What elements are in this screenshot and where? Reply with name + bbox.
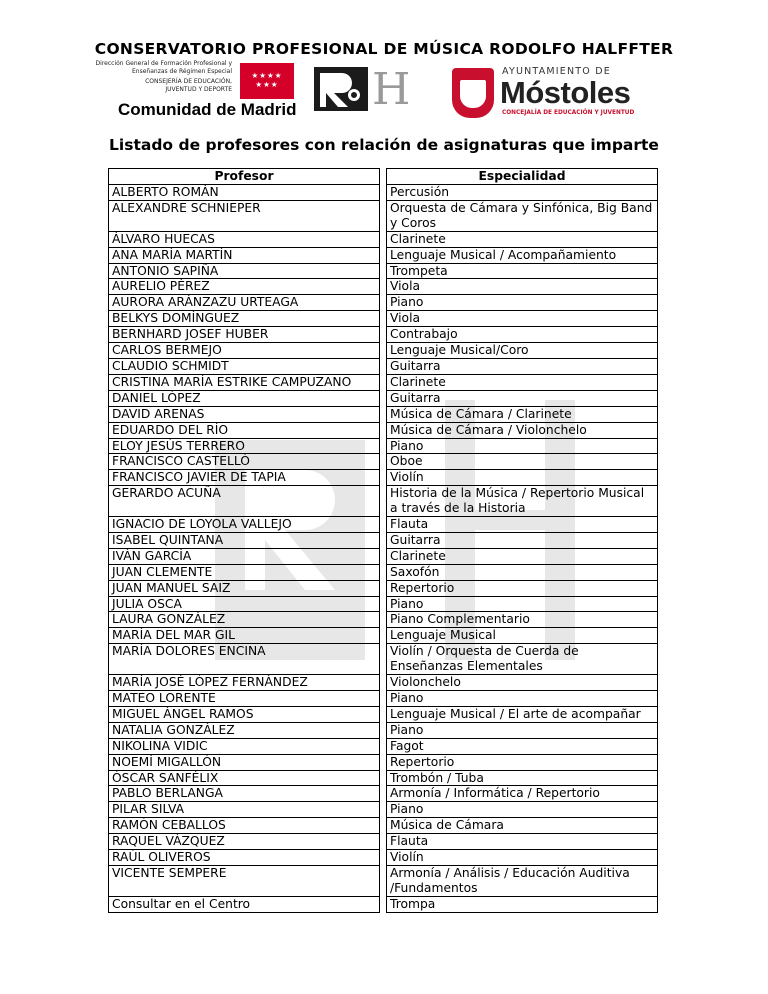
cell-profesor: MARÍA JOSÉ LÓPEZ FERNÁNDEZ <box>109 675 380 691</box>
cell-profesor: JULIA OSCA <box>109 596 380 612</box>
cell-profesor: NOEMÍ MIGALLÓN <box>109 754 380 770</box>
cell-profesor: JUAN CLEMENTE <box>109 564 380 580</box>
table-row <box>109 738 658 754</box>
cell-especialidad: Orquesta de Cámara y Sinfónica, Big Band y Coros <box>387 200 658 231</box>
cell-especialidad: Lenguaje Musical / El arte de acompañar <box>387 706 658 722</box>
logo-name: Comunidad de Madrid <box>118 100 297 119</box>
cell-profesor: ANA MARÍA MARTÍN <box>109 247 380 263</box>
cell-profesor: ALBERTO ROMÁN <box>109 185 380 201</box>
cell-especialidad: Violín / Orquesta de Cuerda de Enseñanzas Elementales <box>387 644 658 675</box>
table-row <box>109 390 658 406</box>
cell-especialidad: Historia de la Música / Repertorio Musical a través de la Historia <box>387 486 658 517</box>
cell-especialidad: Violín <box>387 470 658 486</box>
cell-especialidad: Saxofón <box>387 564 658 580</box>
cell-especialidad: Percusión <box>387 185 658 201</box>
cell-especialidad: Piano <box>387 295 658 311</box>
cell-especialidad: Piano Complementario <box>387 612 658 628</box>
table-row <box>109 580 658 596</box>
cell-profesor: MATEO LORENTE <box>109 691 380 707</box>
cell-especialidad: Música de Cámara <box>387 818 658 834</box>
cell-profesor: ANTONIO SAPIÑA <box>109 263 380 279</box>
table-row <box>109 596 658 612</box>
cell-profesor: BELKYS DOMÍNGUEZ <box>109 311 380 327</box>
table-row <box>109 896 658 912</box>
table-row <box>109 517 658 533</box>
cell-especialidad: Lenguaje Musical/Coro <box>387 343 658 359</box>
cell-especialidad: Viola <box>387 311 658 327</box>
cell-especialidad: Contrabajo <box>387 327 658 343</box>
column-header-profesor: Profesor <box>109 169 380 185</box>
cell-profesor: MIGUEL ÁNGEL RAMOS <box>109 706 380 722</box>
cell-especialidad: Trompeta <box>387 263 658 279</box>
table-row <box>109 834 658 850</box>
mostoles-logo <box>452 66 662 122</box>
rh-conservatory-logo <box>314 64 434 115</box>
cell-profesor: FRANCISCO CASTELLÓ <box>109 454 380 470</box>
cell-profesor: JUAN MANUEL SAIZ <box>109 580 380 596</box>
table-row <box>109 231 658 247</box>
cell-profesor: EDUARDO DEL RÍO <box>109 422 380 438</box>
cell-profesor: RAQUEL VÁZQUEZ <box>109 834 380 850</box>
cell-profesor: PILAR SILVA <box>109 802 380 818</box>
cell-especialidad: Música de Cámara / Clarinete <box>387 406 658 422</box>
teachers-table <box>108 168 658 913</box>
cell-profesor: ALEXANDRE SCHNIEPER <box>109 200 380 231</box>
table-row <box>109 422 658 438</box>
table-row <box>109 343 658 359</box>
table-row <box>109 327 658 343</box>
cell-especialidad: Repertorio <box>387 580 658 596</box>
table-row <box>109 691 658 707</box>
table-row <box>109 454 658 470</box>
table-row <box>109 279 658 295</box>
cell-profesor: DANIEL LÓPEZ <box>109 390 380 406</box>
table-row <box>109 802 658 818</box>
cell-especialidad: Armonía / Informática / Repertorio <box>387 786 658 802</box>
page-subtitle: Listado de profesores con relación de asignaturas que imparte <box>109 136 659 154</box>
rh-h-letter-icon: H <box>372 64 411 115</box>
cell-especialidad: Violonchelo <box>387 675 658 691</box>
logo-text-line: JUVENTUD Y DEPORTE <box>165 86 232 93</box>
cell-especialidad: Clarinete <box>387 231 658 247</box>
cell-especialidad: Piano <box>387 802 658 818</box>
table-row <box>109 311 658 327</box>
table-row <box>109 470 658 486</box>
cell-profesor: FRANCISCO JAVIER DE TAPIA <box>109 470 380 486</box>
cell-especialidad: Repertorio <box>387 754 658 770</box>
cell-profesor: ÓSCAR SANFÉLIX <box>109 770 380 786</box>
table-row <box>109 850 658 866</box>
table-row <box>109 722 658 738</box>
logo-text-line: Dirección General de Formación Profesional y <box>95 60 232 67</box>
cell-profesor: GERARDO ACUÑA <box>109 486 380 517</box>
cell-especialidad: Trombón / Tuba <box>387 770 658 786</box>
cell-especialidad: Piano <box>387 691 658 707</box>
cell-profesor: ELOY JESÚS TERRERO <box>109 438 380 454</box>
mostoles-shield-icon <box>452 68 494 118</box>
cell-profesor: RAMÓN CEBALLOS <box>109 818 380 834</box>
cell-profesor: VICENTE SEMPERE <box>109 865 380 896</box>
table-row <box>109 200 658 231</box>
cell-especialidad: Violín <box>387 850 658 866</box>
cell-especialidad: Fagot <box>387 738 658 754</box>
cell-profesor: NIKOLINA VIDIC <box>109 738 380 754</box>
cell-profesor: BERNHARD JOSEF HUBER <box>109 327 380 343</box>
comunidad-de-madrid-logo <box>95 60 298 122</box>
table-row <box>109 786 658 802</box>
cell-profesor: CARLOS BERMEJO <box>109 343 380 359</box>
rh-r-block-icon <box>314 67 368 111</box>
cell-especialidad: Oboe <box>387 454 658 470</box>
table-row <box>109 706 658 722</box>
table-body <box>109 185 658 913</box>
cell-profesor: AURELIO PÉREZ <box>109 279 380 295</box>
cell-profesor: CRISTINA MARÍA ESTRIKE CAMPUZANO <box>109 374 380 390</box>
cell-especialidad: Lenguaje Musical / Acompañamiento <box>387 247 658 263</box>
cell-profesor: CLAUDIO SCHMIDT <box>109 358 380 374</box>
cell-especialidad: Guitarra <box>387 532 658 548</box>
cell-profesor: PABLO BERLANGA <box>109 786 380 802</box>
cell-profesor: IGNACIO DE LOYOLA VALLEJO <box>109 517 380 533</box>
logo-name: Móstoles <box>500 75 631 110</box>
cell-profesor: IVÁN GARCÍA <box>109 548 380 564</box>
table-row <box>109 532 658 548</box>
table-row <box>109 770 658 786</box>
table-row <box>109 564 658 580</box>
table-header-row <box>109 169 658 185</box>
cell-especialidad: Clarinete <box>387 374 658 390</box>
cell-profesor: DAVID ARENAS <box>109 406 380 422</box>
logo-text-line: AYUNTAMIENTO DE <box>502 66 611 77</box>
cell-especialidad: Música de Cámara / Violonchelo <box>387 422 658 438</box>
table-row <box>109 612 658 628</box>
cell-especialidad: Armonía / Análisis / Educación Auditiva /Fundamentos <box>387 865 658 896</box>
cell-especialidad: Flauta <box>387 834 658 850</box>
table-row <box>109 754 658 770</box>
cell-especialidad: Guitarra <box>387 390 658 406</box>
table-row <box>109 675 658 691</box>
cell-profesor: MARÍA DOLORES ENCINA <box>109 644 380 675</box>
table-row <box>109 295 658 311</box>
cell-profesor: AURORA ARÁNZAZU URTEAGA <box>109 295 380 311</box>
table-row <box>109 548 658 564</box>
logo-text-line: CONSEJERÍA DE EDUCACIÓN, <box>145 78 232 85</box>
table-row <box>109 628 658 644</box>
table-row <box>109 486 658 517</box>
table-row <box>109 438 658 454</box>
cell-profesor: RAÚL OLIVEROS <box>109 850 380 866</box>
madrid-flag-icon: ★★★★ ★★★ <box>240 63 294 99</box>
table-row <box>109 818 658 834</box>
cell-especialidad: Clarinete <box>387 548 658 564</box>
table-row <box>109 263 658 279</box>
table-row <box>109 644 658 675</box>
table-row <box>109 247 658 263</box>
cell-profesor: MARÍA DEL MAR GIL <box>109 628 380 644</box>
table-row <box>109 358 658 374</box>
cell-especialidad: Guitarra <box>387 358 658 374</box>
cell-especialidad: Flauta <box>387 517 658 533</box>
table-row <box>109 374 658 390</box>
cell-profesor: LAURA GONZÁLEZ <box>109 612 380 628</box>
table-row <box>109 406 658 422</box>
cell-profesor: ISABEL QUINTANA <box>109 532 380 548</box>
cell-especialidad: Viola <box>387 279 658 295</box>
logo-text-line: CONCEJALÍA DE EDUCACIÓN Y JUVENTUD <box>502 110 635 116</box>
cell-profesor: Consultar en el Centro <box>109 896 380 912</box>
cell-especialidad: Trompa <box>387 896 658 912</box>
table-row <box>109 865 658 896</box>
cell-especialidad: Lenguaje Musical <box>387 628 658 644</box>
table-row <box>109 185 658 201</box>
cell-especialidad: Piano <box>387 596 658 612</box>
column-header-especialidad: Especialidad <box>387 169 658 185</box>
cell-especialidad: Piano <box>387 722 658 738</box>
cell-profesor: NATALIA GONZÁLEZ <box>109 722 380 738</box>
logo-text-line: Enseñanzas de Régimen Especial <box>132 68 232 75</box>
cell-profesor: ÁLVARO HUECAS <box>109 231 380 247</box>
page-title: CONSERVATORIO PROFESIONAL DE MÚSICA RODOLFO HALFFTER <box>94 40 674 58</box>
cell-especialidad: Piano <box>387 438 658 454</box>
